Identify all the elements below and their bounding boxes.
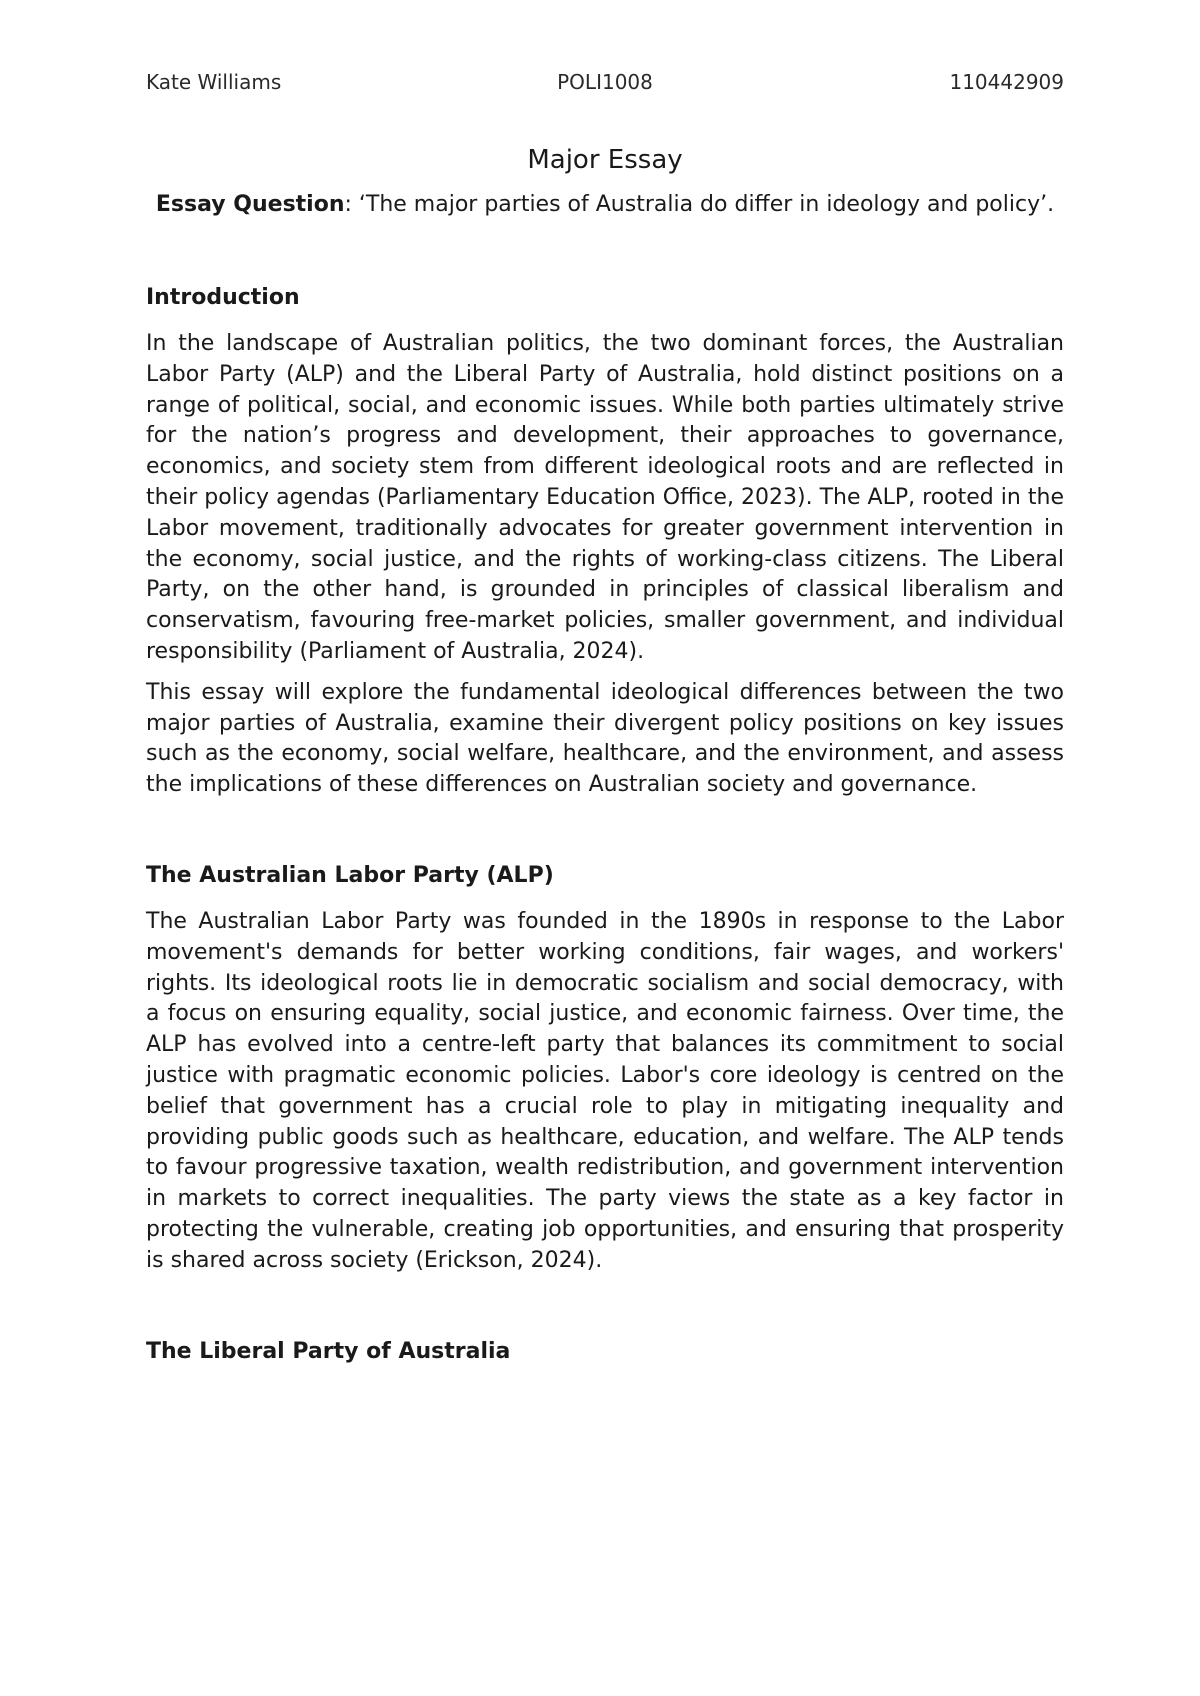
introduction-paragraph-1: In the landscape of Australian politics, the two dominant forces, the Australian Labor Party (ALP) and the Liberal Party of Australia, hold distinct positions on a range of political, social, and economic issues. While both parties ultimately strive for the nation’s progress and development, their approaches to governance, economics, and society stem from different ideological roots and are reflected in their policy agendas (Parliamentary Education Office, 2023). The ALP, rooted in the Labor movement, traditionally advocates for greater government intervention in the economy, social justice, and the rights of working-class citizens. The Liberal Party, on the other hand, is grounded in principles of classical liberalism and conservatism, favouring free-market policies, smaller government, and individual responsibility (Parliament of Australia, 2024). [146,331,1064,664]
page-header [146,70,1064,100]
essay-question-text: : ‘The major parties of Australia do differ in ideology and policy’. [344,192,1055,217]
section-heading-liberal: The Liberal Party of Australia [146,1338,511,1364]
header-student-id: 110442909 [949,70,1064,94]
document-body [146,145,1064,1383]
essay-question-label: Essay Question [155,192,345,217]
document-title: Major Essay [527,145,683,175]
section-heading-introduction: Introduction [146,285,300,310]
alp-paragraph-1: The Australian Labor Party was founded in the 1890s in response to the Labor movement's demands for better working conditions, fair wages, and workers' rights. Its ideological roots lie in democratic socialism and social democracy, with a focus on ensuring equality, social justice, and economic fairness. Over time, the ALP has evolved into a centre-left party that balances its commitment to social justice with pragmatic economic policies. Labor's core ideology is centred on the belief that government has a crucial role to play in mitigating inequality and providing public goods such as healthcare, education, and welfare. The ALP tends to favour progressive taxation, wealth redistribution, and government intervention in markets to correct inequalities. The party views the state as a key factor in protecting the vulnerable, creating job opportunities, and ensuring that prosperity is shared across society (Erickson, 2024). [146,908,1064,1273]
essay-question [146,189,1064,220]
section-heading-alp: The Australian Labor Party (ALP) [146,862,554,888]
introduction-paragraph-2: This essay will explore the fundamental ideological differences between the two major parties of Australia, examine their divergent policy positions on key issues such as the economy, social welfare, healthcare, and the environment, and assess the implications of these differences on Australian society and governance. [146,679,1064,798]
header-course: POLI1008 [557,70,653,94]
header-author: Kate Williams [146,70,282,94]
